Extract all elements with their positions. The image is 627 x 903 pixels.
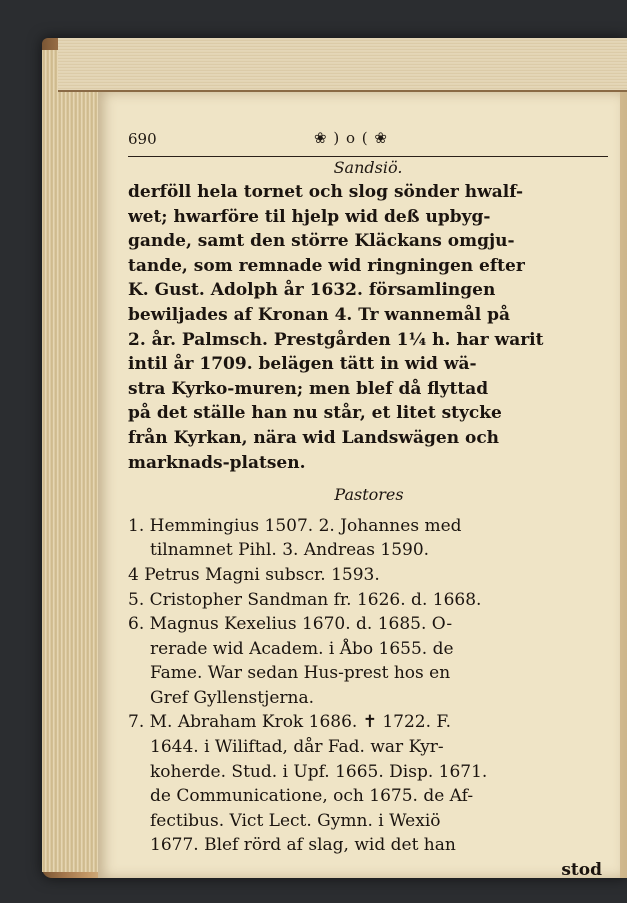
pastor-entry-cont: Fame. War sedan Hus-prest hos en: [150, 663, 451, 684]
body-line: marknads-platsen.: [128, 452, 306, 473]
pastor-entry: 7. M. Abraham Krok 1686. ✝ 1722. F.: [128, 712, 451, 733]
body-line: bewiljades af Kronan 4. Tr wannemål på: [128, 304, 511, 325]
pastor-entry: 1. Hemmingius 1507. 2. Johannes med: [128, 515, 462, 536]
pastor-entry-cont: 1644. i Wiliftad, dår Fad. war Kyr-: [150, 737, 444, 758]
body-line: intil år 1709. belägen tätt in wid wä-: [128, 354, 477, 375]
body-line: gande, samt den större Kläckans omgju-: [128, 231, 515, 252]
pastor-entry-cont: Gref Gyllenstjerna.: [150, 687, 315, 708]
pastores-heading: Pastores: [334, 485, 404, 505]
body-line: stra Kyrko-muren; men blef då flyttad: [128, 378, 489, 399]
body-line: derföll hela tornet och slog sönder hwalf-: [128, 182, 524, 202]
body-line: tande, som remnade wid ringningen efter: [128, 255, 525, 276]
fore-edge: [42, 50, 100, 872]
body-line: wet; hwarföre til hjelp wid deß upbyg-: [128, 206, 491, 227]
pastor-entry-cont: de Communicatione, och 1675. de Af-: [150, 786, 474, 807]
pastor-entry-cont: koherde. Stud. i Upf. 1665. Disp. 1671.: [150, 761, 488, 782]
pastor-entry-cont: rerade wid Academ. i Åbo 1655. de: [150, 638, 454, 659]
pastor-entry: 6. Magnus Kexelius 1670. d. 1685. O-: [128, 614, 453, 635]
body-line: på det ställe han nu står, et litet stycke: [128, 403, 502, 424]
pastor-entry: 4 Petrus Magni subscr. 1593.: [128, 564, 380, 585]
place-heading: Sandsiö.: [333, 158, 403, 177]
body-line: från Kyrkan, nära wid Landswägen och: [128, 427, 500, 448]
page-body: [128, 180, 610, 883]
page-number: 690: [128, 130, 157, 148]
body-line: K. Gust. Adolph år 1632. församlingen: [128, 280, 496, 301]
header-ornament: ❀ ) o ( ❀: [314, 129, 388, 147]
pastor-entry-cont: fectibus. Vict Lect. Gymn. i Wexiö: [150, 810, 441, 831]
pastor-entry-cont: 1677. Blef rörd af slag, wid det han: [150, 835, 456, 856]
running-header: [128, 126, 608, 157]
top-edge: [58, 38, 627, 92]
pastor-entry: 5. Cristopher Sandman fr. 1626. d. 1668.: [128, 589, 482, 610]
body-line: 2. år. Palmsch. Prestgården 1¼ h. har warit: [128, 329, 544, 350]
pastor-entry-cont: tilnamnet Pihl. 3. Andreas 1590.: [150, 540, 430, 561]
catchword: stod: [561, 860, 602, 881]
